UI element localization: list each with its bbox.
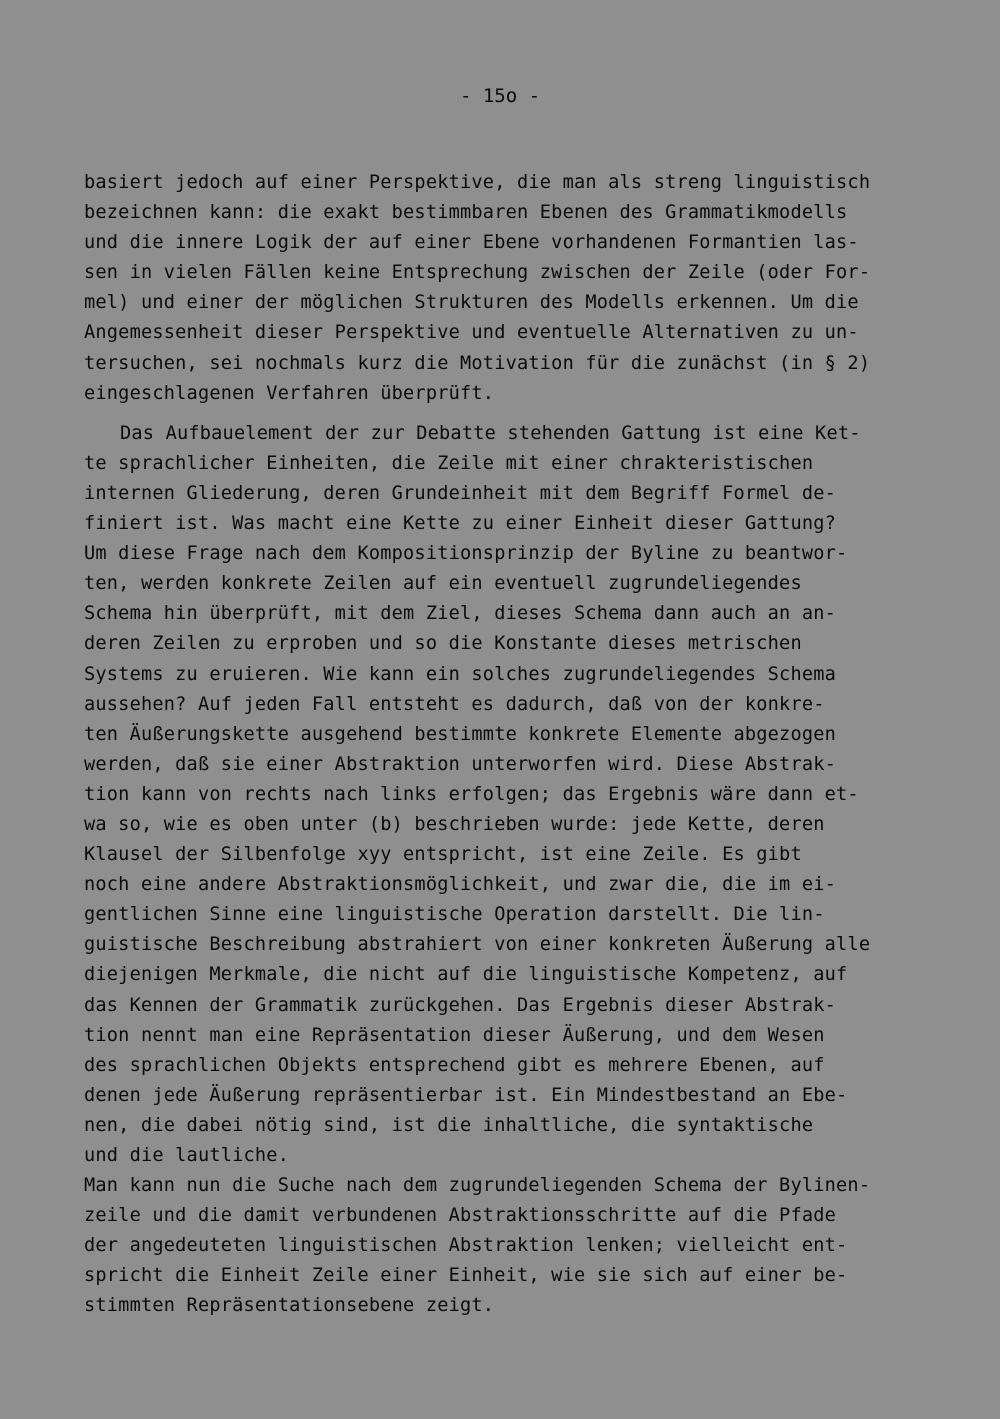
text-line: aussehen? Auf jeden Fall entsteht es dadurch, daß von der konkre- [84,693,825,715]
text-line: des sprachlichen Objekts entsprechend gibt es mehrere Ebenen, auf [84,1054,825,1076]
text-line: und die lautliche. [84,1145,290,1166]
text-line: sen in vielen Fällen keine Entsprechung zwischen der Zeile (oder For- [84,262,871,284]
text-line: und die innere Logik der auf einer Ebene vorhandenen Formantien las- [84,232,859,254]
text-line: tersuchen, sei nochmals kurz die Motivation für die zunächst (in § 2) [84,352,871,374]
text-line: werden, daß sie einer Abstraktion unterworfen wird. Diese Abstrak- [84,753,837,775]
text-line: tion kann von rechts nach links erfolgen; das Ergebnis wäre dann et- [84,783,859,805]
text-line: finiert ist. Was macht eine Kette zu einer Einheit dieser Gattung? [84,513,837,535]
text-line: noch eine andere Abstraktionsmöglichkeit, und zwar die, die im ei- [84,874,837,896]
text-line: das Kennen der Grammatik zurückgehen. Das Ergebnis dieser Abstrak- [84,994,837,1016]
text-line: nen, die dabei nötig sind, ist die inhaltliche, die syntaktische [84,1114,814,1136]
page-number: - 15o - [459,85,541,107]
text-line: der angedeuteten linguistischen Abstraktion lenken; vielleicht ent- [84,1235,848,1257]
text-line: diejenigen Merkmale, die nicht auf die linguistische Kompetenz, auf [84,964,848,986]
text-line: deren Zeilen zu erproben und so die Konstante dieses metrischen [84,633,802,655]
text-line: gentlichen Sinne eine linguistische Operation darstellt. Die lin- [84,904,825,926]
text-line: mel) und einer der möglichen Strukturen des Modells erkennen. Um die [84,292,859,314]
text-line: Klausel der Silbenfolge xyy entspricht, ist eine Zeile. Es gibt [84,844,802,866]
text-line: zeile und die damit verbundenen Abstraktionsschritte auf die Pfade [84,1205,837,1227]
text-line: te sprachlicher Einheiten, die Zeile mit einer chrakteristischen [84,452,814,474]
body-text [84,168,934,1322]
text-line: Angemessenheit dieser Perspektive und eventuelle Alternativen zu un- [84,322,859,344]
text-line: internen Gliederung, deren Grundeinheit mit dem Begriff Formel de- [84,482,837,504]
text-line: bezeichnen kann: die exakt bestimmbaren Ebenen des Grammatikmodells [84,202,848,224]
text-line: tion nennt man eine Repräsentation dieser Äußerung, und dem Wesen [84,1024,825,1046]
text-line: guistische Beschreibung abstrahiert von einer konkreten Äußerung alle [84,934,871,956]
text-line: ten Äußerungskette ausgehend bestimmte konkrete Elemente abgezogen [84,723,837,745]
text-line: spricht die Einheit Zeile einer Einheit, wie sie sich auf einer be- [84,1265,848,1287]
paragraph-first-line: Das Aufbauelement der zur Debatte stehenden Gattung ist eine Ket- [120,422,861,444]
text-line: ten, werden konkrete Zeilen auf ein eventuell zugrundeliegendes [84,573,802,595]
text-line: wa so, wie es oben unter (b) beschrieben wurde: jede Kette, deren [84,813,825,835]
text-line: Um diese Frage nach dem Kompositionsprinzip der Byline zu beantwor- [84,543,848,565]
text-line: eingeschlagenen Verfahren überprüft. [84,382,495,404]
text-line: denen jede Äußerung repräsentierbar ist. Ein Mindestbestand an Ebe- [84,1084,848,1106]
text-line: Systems zu eruieren. Wie kann ein solches zugrundeliegendes Schema [84,663,837,685]
text-line: basiert jedoch auf einer Perspektive, die man als streng linguistisch [84,172,871,193]
paragraph-first-line: Man kann nun die Suche nach dem zugrundeliegenden Schema der Bylinen- [84,1175,871,1197]
text-line: stimmten Repräsentationsebene zeigt. [84,1295,495,1317]
text-line: Schema hin überprüft, mit dem Ziel, dieses Schema dann auch an an- [84,603,837,625]
